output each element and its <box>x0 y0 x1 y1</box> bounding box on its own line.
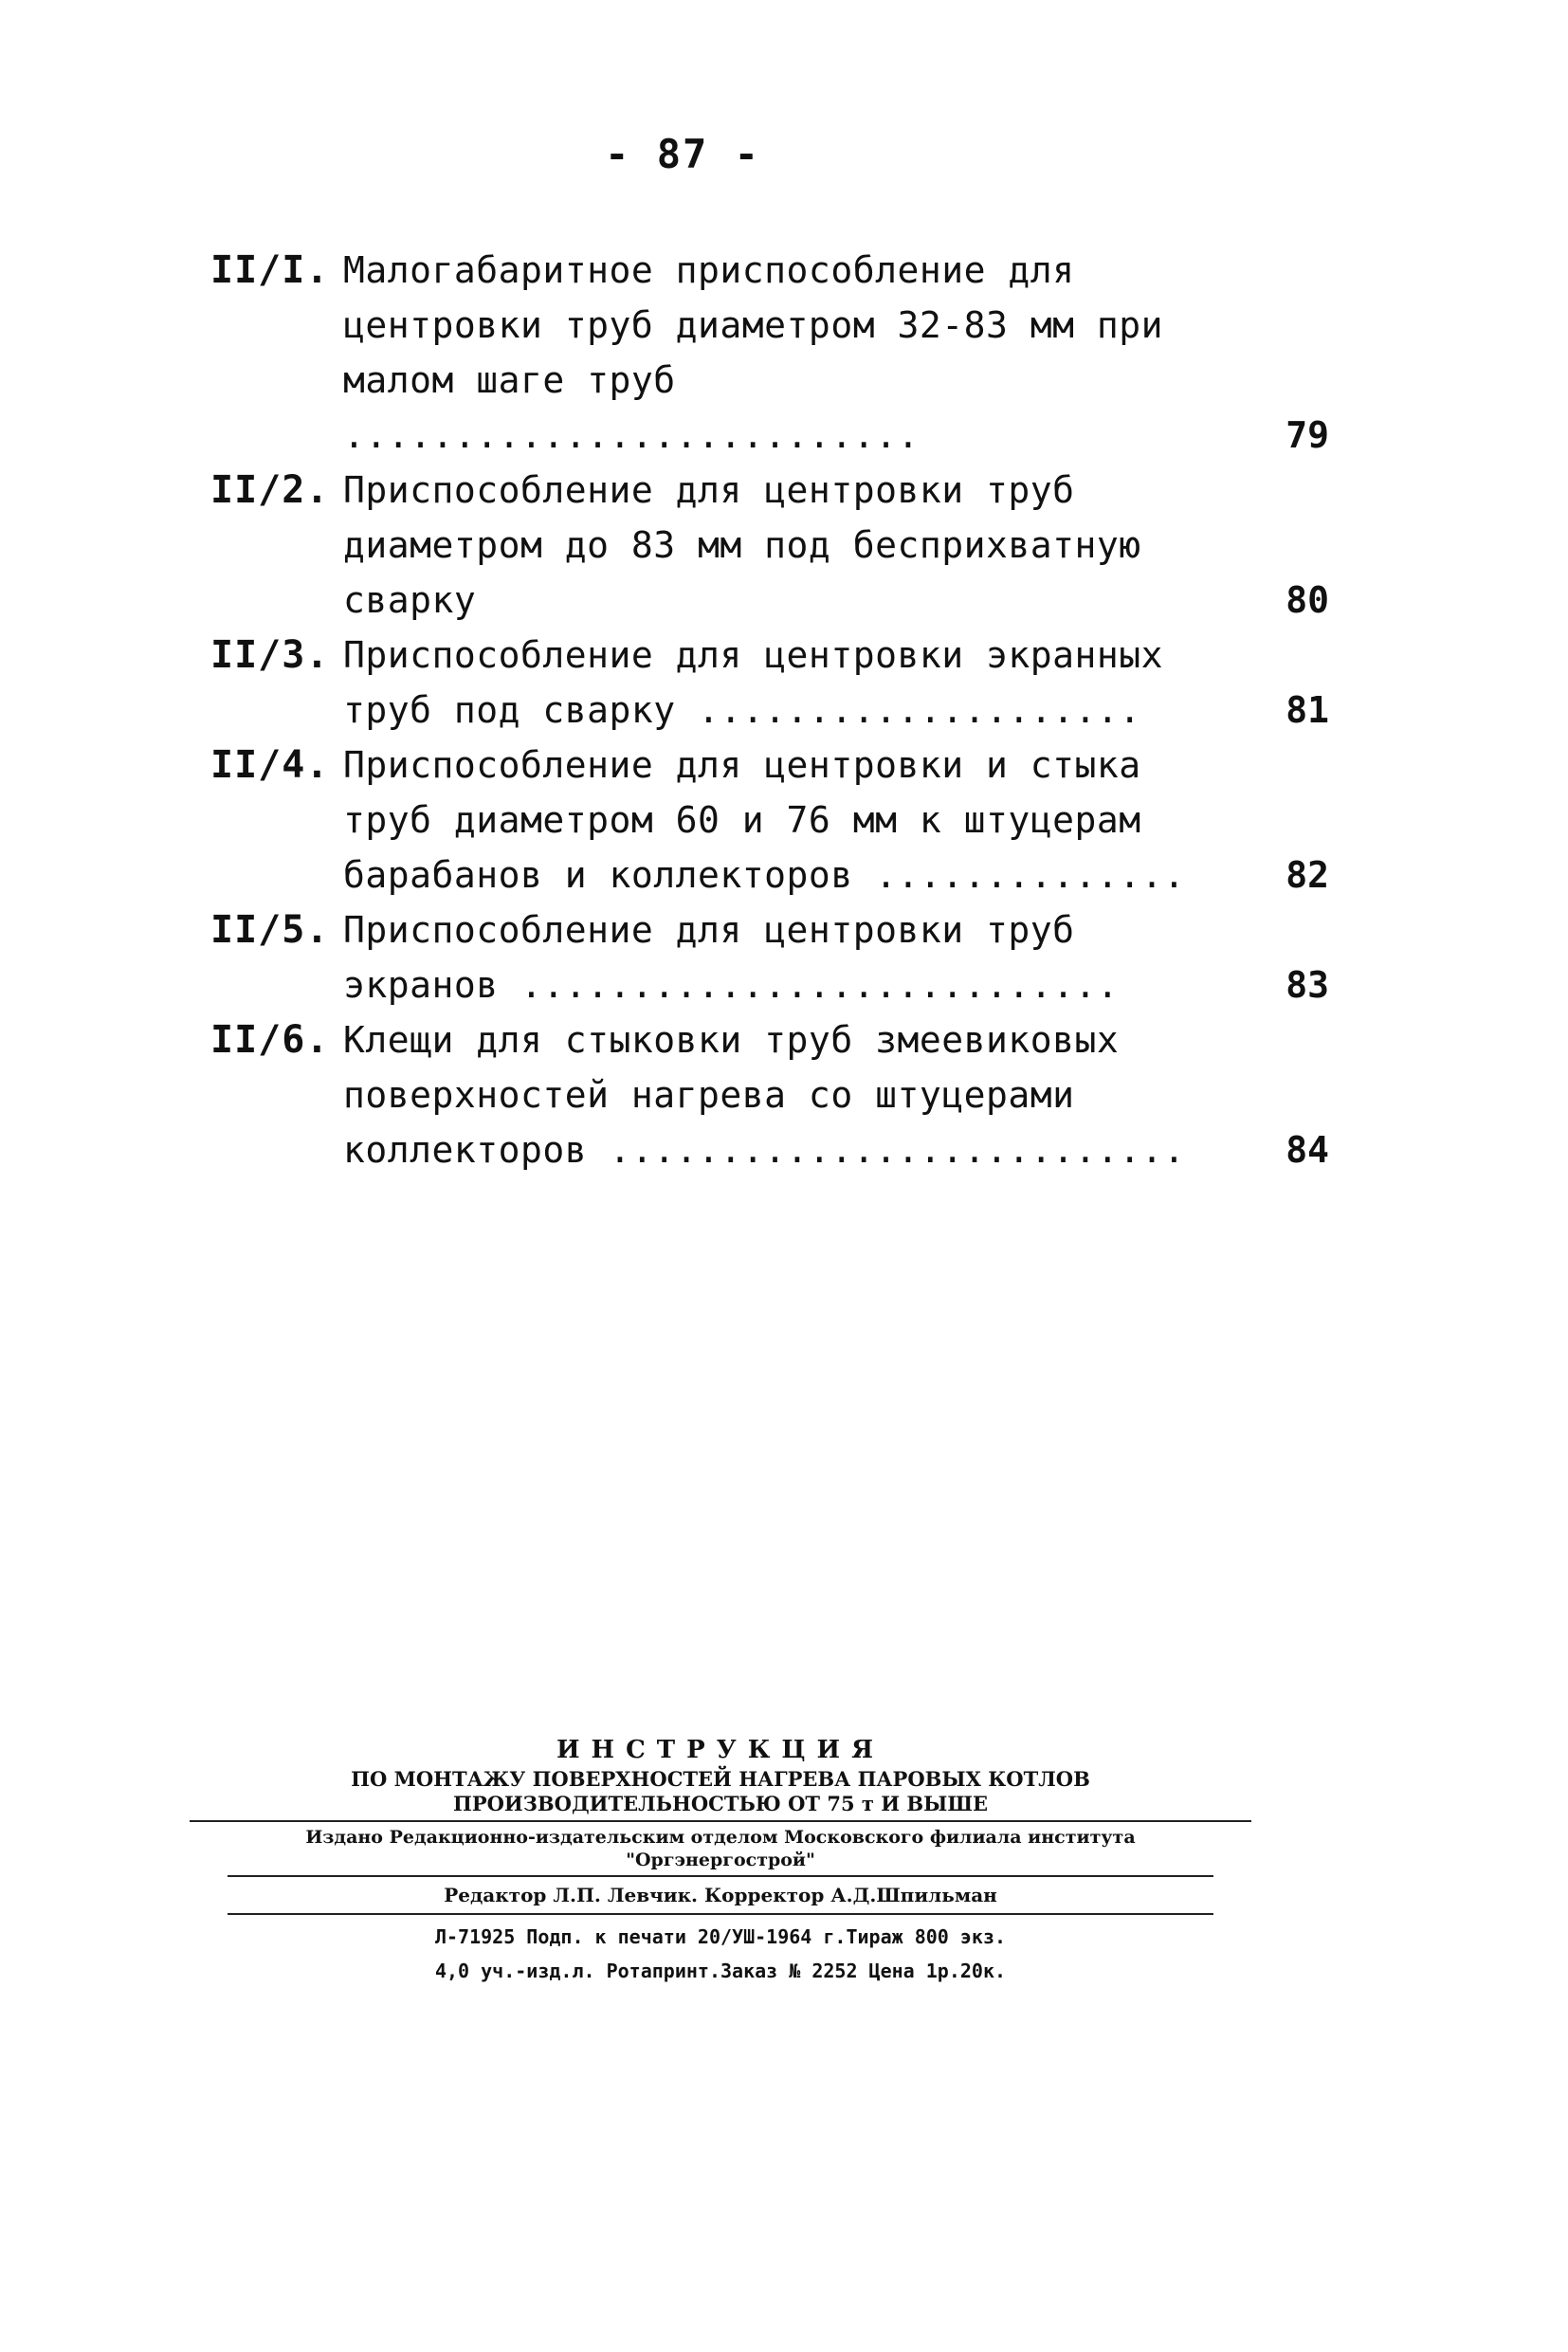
toc-entry-title: Приспособление для центровки труб экранов ........................... <box>343 909 1120 1006</box>
table-of-contents <box>210 243 1329 1177</box>
imprint-subtitle-line-1: ПО МОНТАЖУ ПОВЕРХНОСТЕЙ НАГРЕВА ПАРОВЫХ КОТЛОВ <box>351 1767 1090 1791</box>
page-number: - 87 - <box>605 131 760 177</box>
toc-entry-number: II/5. <box>210 908 330 952</box>
toc-entry-5 <box>210 903 1329 1012</box>
toc-entry-6 <box>210 1012 1329 1177</box>
toc-entry-page: 84 <box>1285 1129 1329 1171</box>
toc-entry-title: Клещи для стыковки труб змеевиковых поверхностей нагрева со штуцерами коллекторов .......................... <box>343 1019 1186 1171</box>
imprint-publisher-line-2: "Оргэнергострой" <box>626 1850 815 1870</box>
toc-entry-number: II/6. <box>210 1018 330 1062</box>
toc-entry-page: 83 <box>1285 964 1329 1006</box>
toc-entry-page: 80 <box>1285 579 1329 621</box>
toc-entry-number: II/4. <box>210 743 330 787</box>
toc-entry-4 <box>210 738 1329 903</box>
divider <box>190 1820 1251 1822</box>
toc-entry-title: Приспособление для центровки труб диаметром до 83 мм под бесприхватную сварку <box>343 469 1141 621</box>
toc-entry-number: II/2. <box>210 468 330 512</box>
toc-entry-number: II/I. <box>210 248 330 292</box>
toc-entry-title: Приспособление для центровки экранных труб под сварку .................... <box>343 634 1163 731</box>
imprint-print-line-2: 4,0 уч.-изд.л. Ротапринт.Заказ № 2252 Цена 1р.20к. <box>434 1960 1007 1982</box>
imprint-subtitle-line-2: ПРОИЗВОДИТЕЛЬНОСТЬЮ ОТ 75 т И ВЫШЕ <box>453 1792 988 1815</box>
divider <box>228 1913 1213 1915</box>
toc-entry-2 <box>210 463 1329 628</box>
toc-entry-title: Малогабаритное приспособление для центровки труб диаметром 32-83 мм при малом шаге труб .......................... <box>343 249 1163 456</box>
toc-entry-title: Приспособление для центровки и стыка труб диаметром 60 и 76 мм к штуцерам барабанов и коллекторов .............. <box>343 744 1186 896</box>
toc-entry-page: 81 <box>1285 689 1329 731</box>
toc-entry-number: II/3. <box>210 633 330 677</box>
imprint-print-line-1: Л-71925 Подп. к печати 20/УШ-1964 г.Тираж 800 экз. <box>434 1925 1007 1948</box>
toc-entry-page: 82 <box>1285 854 1329 896</box>
imprint-block <box>190 1733 1251 1983</box>
imprint-title: ИНСТРУКЦИЯ <box>556 1736 885 1764</box>
imprint-staff: Редактор Л.П. Левчик. Корректор А.Д.Шпильман <box>444 1884 997 1906</box>
divider <box>228 1875 1213 1877</box>
toc-entry-1 <box>210 243 1329 463</box>
toc-entry-3 <box>210 628 1329 738</box>
toc-entry-page: 79 <box>1285 414 1329 456</box>
imprint-publisher-line-1: Издано Редакционно-издательским отделом Московского филиала института <box>305 1827 1136 1848</box>
